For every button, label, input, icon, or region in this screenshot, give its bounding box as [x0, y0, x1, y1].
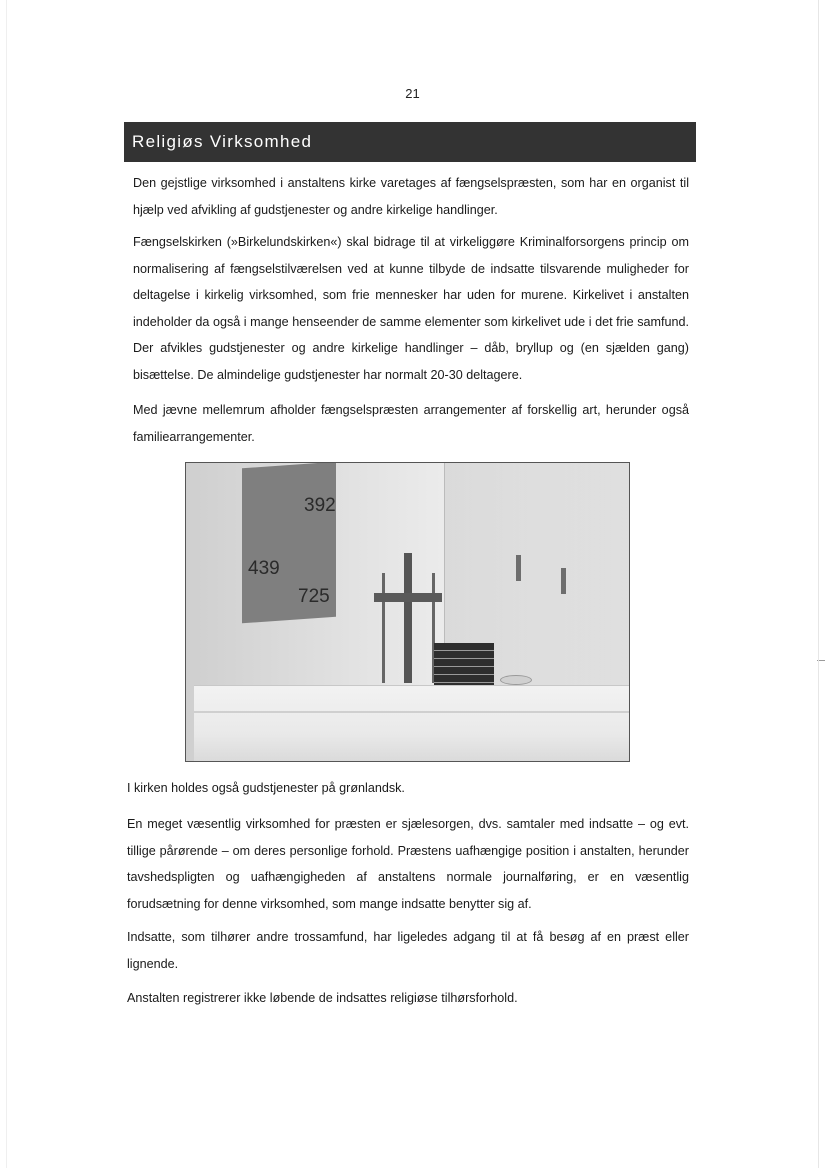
- paragraph-greenlandic: I kirken holdes også gudstjenester på grønlandsk.: [127, 781, 405, 795]
- church-altar-photo: [185, 462, 630, 762]
- scan-artifact: [818, 0, 819, 1168]
- altar-edge: [194, 711, 630, 713]
- section-title: Religiøs Virksomhed: [132, 132, 313, 151]
- altar-dish: [500, 675, 532, 685]
- hymn-number: 439: [248, 558, 280, 579]
- page-number: 21: [405, 86, 420, 101]
- paragraph-registration: Anstalten registrerer ikke løbende de indsattes religiøse tilhørsforhold.: [127, 991, 518, 1005]
- paragraph-events: Med jævne mellemrum afholder fængselspræsten arrangementer af forskellig art, herunder også familiearrangementer.: [133, 403, 689, 444]
- paragraph-clergy: Den gejstlige virksomhed i anstaltens kirke varetages af fængselspræsten, som har en organist til hjælp ved afvikling af gudstjenester og andre kirkelige handlinger.: [133, 176, 689, 217]
- scan-artifact: [6, 0, 7, 1168]
- candle-stand: [382, 573, 385, 683]
- cross-arm: [374, 593, 442, 602]
- wall-candle: [561, 568, 566, 594]
- book-stack: [434, 643, 494, 685]
- wall-candle: [516, 555, 521, 581]
- paragraph-prison-church: Fængselskirken (»Birkelundskirken«) skal bidrage til at virkeliggøre Kriminalforsorgens princip om normalisering af fængselstilværelsen ved at kunne tilbyde de indsatte tilsvarende muligheder for deltagelse i kirkelig virksomhed, som frie mennesker har uden for murene. Kirkelivet i anstalten indeholder da også i mange henseender de samme elementer som kirkelivet ude i det frie samfund. Der afvikles gudstjenester og andre kirkelige handlinger – dåb, bryllup og (en sjælden gang) bisættelse. De almindelige gudstjenester har normalt 20-30 deltagere.: [133, 235, 689, 382]
- hymn-number: 725: [298, 586, 330, 607]
- paragraph-other-faiths: Indsatte, som tilhører andre trossamfund, har ligeledes adgang til at få besøg af en præst eller lignende.: [127, 930, 689, 971]
- paragraph-pastoral-care: En meget væsentlig virksomhed for præsten er sjælesorgen, dvs. samtaler med indsatte – og evt. tillige pårørende – om deres personlige forhold. Præstens uafhængige position i anstalten, herunder tavshedspligten og uafhængigheden af anstaltens normale journalføring, er en væsentlig forudsætning for denne virksomhed, som mange indsatte benytter sig af.: [127, 817, 689, 911]
- altar-table: [194, 685, 630, 762]
- hymn-number: 392: [304, 495, 336, 516]
- photo-wall-corner: [444, 463, 445, 673]
- section-header: [124, 122, 696, 162]
- cross-icon: [404, 553, 412, 683]
